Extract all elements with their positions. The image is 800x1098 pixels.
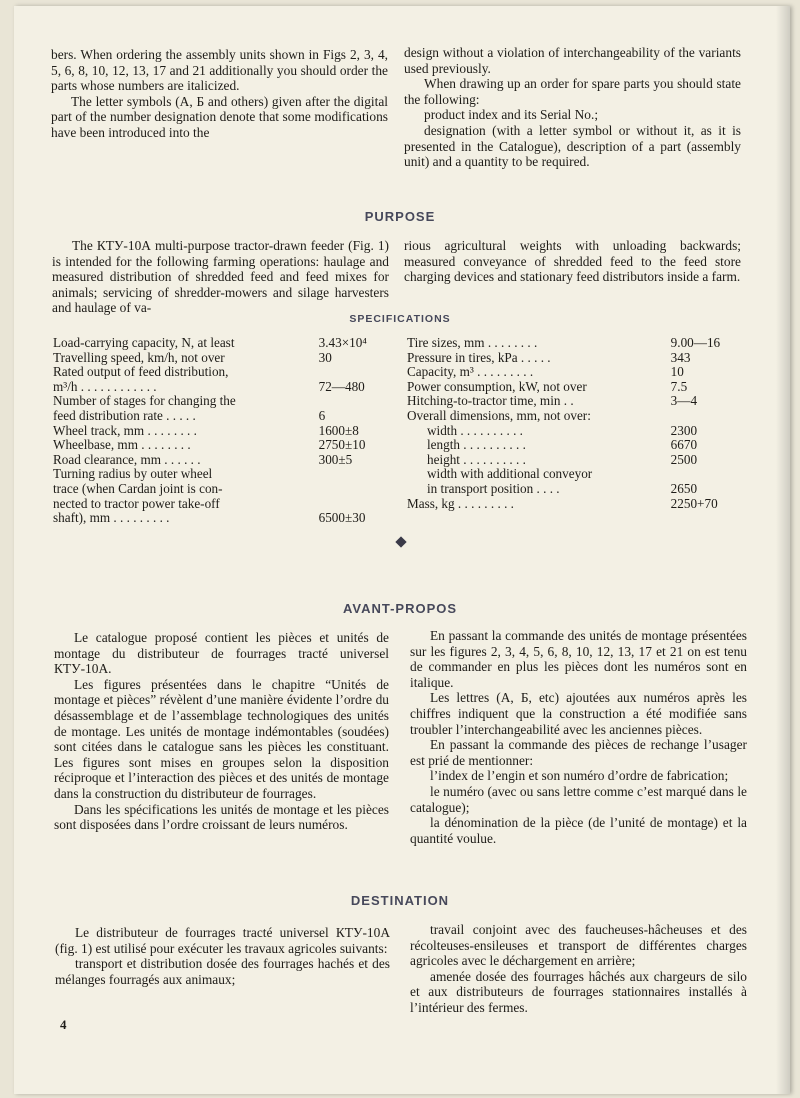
spec-label: Turning radius by outer wheel trace (when Cardan joint is con- nected to tractor power take-off shaft), mm . . . . . . . . .: [53, 466, 223, 526]
specifications-left-table: [53, 336, 390, 526]
spec-label: Travelling speed, km/h, not over: [53, 349, 225, 365]
avant-propos-left-p2: Les figures présentées dans le chapitre “Unités de montage et pièces” révèlent d’une manière évidente l’ordre du désassemblage et de l’assemblage technologiques des unités de montage. Les unités de montage indémontables (soudées) sont citées dans le catalogue sans les pièces les constituant. Les figures sont mises en groupes selon la disposition réciproque et l’interaction des pièces et des unités de montage dans la construction du distributeur de fourrages.: [54, 676, 389, 801]
spec-left-row: [53, 394, 390, 423]
spec-value: 2650: [670, 480, 698, 496]
spec-label: length . . . . . . . . . .: [427, 437, 526, 453]
spec-right-row: [407, 336, 742, 351]
spec-left-row: [53, 453, 390, 468]
spec-value: 2500: [670, 451, 698, 467]
destination-left-p1: Le distributeur de fourrages tracté universel КТУ-10А (fig. 1) est utilisé pour exécuter les travaux agricoles suivants:: [55, 925, 390, 956]
avant-propos-right-p6: la dénomination de la pièce (de l’unité de montage) et la quantité voulue.: [410, 815, 747, 846]
spec-right-row: [407, 394, 742, 409]
purpose-right-column: [404, 238, 741, 285]
spec-label: Overall dimensions, mm, not over:: [407, 407, 591, 423]
spec-label: Mass, kg . . . . . . . . .: [407, 495, 514, 511]
intro-left-column: [51, 47, 388, 141]
spec-label: width . . . . . . . . . .: [427, 422, 523, 438]
spec-label: Hitching-to-tractor time, min . .: [407, 393, 574, 409]
avant-propos-heading: AVANT-PROPOS: [342, 601, 458, 616]
purpose-heading: PURPOSE: [364, 209, 436, 224]
destination-heading: DESTINATION: [350, 893, 450, 908]
spec-label: Road clearance, mm . . . . . .: [53, 451, 201, 467]
spec-label: Tire sizes, mm . . . . . . . .: [407, 335, 538, 350]
avant-propos-right-p2: Les lettres (А, Б, etc) ajoutées aux numéros après les chiffres indiquent que la construction a été modifiée sans troubler l’interchangeabilité avec les anciennes pièces.: [410, 690, 747, 737]
intro-right-p3: product index and its Serial No.;: [424, 107, 599, 123]
intro-right-p4: designation (with a letter symbol or without it, as it is presented in the Catalogue), description of a part (assembly unit) and a quantity to be required.: [404, 122, 741, 170]
spec-value: 3—4: [670, 393, 698, 409]
spec-label: Power consumption, kW, not over: [407, 378, 587, 394]
intro-left-p2: The letter symbols (А, Б and others) given after the digital part of the number designation denote that some modifications have been introduced into the: [51, 93, 388, 140]
spec-right-row: [407, 365, 742, 380]
spec-value: 6: [318, 407, 326, 423]
specifications-right-table: [407, 336, 742, 511]
spec-left-row: [53, 438, 390, 453]
destination-right-p1: travail conjoint avec des faucheuses-hâcheuses et des récolteuses-ensileuses et transport de différentes charges agricoles avec le déchargement en arrière;: [410, 922, 747, 969]
spec-value: 6670: [670, 437, 698, 453]
spec-label: Rated output of feed distribution, m³/h . . . . . . . . . . . .: [53, 364, 229, 394]
spec-value: 10: [670, 364, 684, 380]
specifications-heading: SPECIFICATIONS: [349, 313, 451, 325]
spec-label: Wheel track, mm . . . . . . . .: [53, 422, 197, 438]
spec-left-row: [53, 467, 390, 525]
spec-value: 3.43×10⁴: [318, 335, 367, 350]
spec-value: 343: [670, 349, 691, 365]
spec-value: 9.00—16: [670, 335, 721, 350]
spec-value: 2250+70: [670, 495, 718, 511]
intro-right-p1: design without a violation of interchangeability of the variants used previously.: [404, 45, 741, 76]
purpose-left-column: [52, 238, 389, 316]
intro-left-p1: bers. When ordering the assembly units shown in Figs 2, 3, 4, 5, 6, 8, 10, 12, 13, 17 and 21 additionally you should order the parts whose numbers are italicized.: [51, 47, 388, 94]
spec-right-row: [407, 453, 742, 468]
intro-right-column: [404, 45, 741, 170]
spec-right-row: [407, 409, 742, 424]
avant-propos-right-p3: En passant la commande des pièces de rechange l’usager est prié de mentionner:: [410, 737, 747, 768]
avant-propos-left-column: [54, 630, 389, 833]
purpose-right-p1: rious agricultural weights with unloading backwards; measured conveyance of shredded feed to the feed store charging devices and stationary feed distributors inside a farm.: [404, 238, 741, 285]
spec-label: Pressure in tires, kPa . . . . .: [407, 349, 551, 365]
page-number: 4: [60, 1017, 67, 1032]
spec-value: 2300: [670, 422, 698, 438]
spec-value: 1600±8: [318, 422, 359, 438]
destination-left-p2: transport et distribution dosée des fourrages hachés et des mélanges fourragés aux animaux;: [55, 956, 390, 987]
avant-propos-right-p5: le numéro (avec ou sans lettre comme c’est marqué dans le catalogue);: [410, 783, 747, 815]
spec-right-row: [407, 380, 742, 395]
avant-propos-right-column: [410, 628, 747, 846]
spec-label: Wheelbase, mm . . . . . . . .: [53, 437, 191, 453]
spec-right-row: [407, 351, 742, 366]
spec-label: Load-carrying capacity, N, at least: [53, 335, 235, 350]
spec-value: 2750±10: [318, 437, 366, 453]
spec-right-row: [407, 438, 742, 453]
spec-value: 6500±30: [318, 510, 366, 526]
spec-value: [663, 409, 742, 424]
destination-right-column: [410, 922, 747, 1016]
spec-left-row: [53, 424, 390, 439]
spec-value: 300±5: [318, 451, 353, 467]
spec-right-row: [407, 467, 742, 496]
spec-value: 72—480: [318, 378, 365, 394]
destination-right-p2: amenée dosée des fourrages hâchés aux chargeurs de silo et aux distributeurs de fourrages stationnaires installés à l’intérieur des fermes.: [410, 968, 747, 1015]
avant-propos-right-p1: En passant la commande des unités de montage présentées sur les figures 2, 3, 4, 5, 6, 8, 10, 12, 13, 17 et 21 on est tenu de commander en plus les pièces dont les numéros sont en italique.: [410, 628, 747, 690]
spec-right-row: [407, 497, 742, 512]
spec-left-row: [53, 336, 390, 351]
destination-left-column: [55, 925, 390, 987]
spec-value: 7.5: [670, 378, 688, 394]
purpose-left-p1: The КТУ-10А multi-purpose tractor-drawn feeder (Fig. 1) is intended for the following farming operations: haulage and measured distribution of shredded feed and feed mixes for animals; servicing of shredder-mowers and silage harvesters and haulage of va-: [52, 238, 389, 316]
spec-left-row: [53, 351, 390, 366]
intro-right-p2: When drawing up an order for spare parts you should state the following:: [404, 76, 741, 107]
spec-left-row: [53, 365, 390, 394]
spec-label: Number of stages for changing the feed distribution rate . . . . .: [53, 393, 236, 423]
spec-label: height . . . . . . . . . .: [427, 451, 526, 467]
avant-propos-left-p1: Le catalogue proposé contient les pièces et unités de montage du distributeur de fourrages tracté universel КТУ-10А.: [54, 630, 389, 677]
avant-propos-right-p4: l’index de l’engin et son numéro d’ordre de fabrication;: [430, 768, 729, 784]
spec-label: width with additional conveyor in transport position . . . .: [427, 466, 593, 496]
avant-propos-left-p3: Dans les spécifications les unités de montage et les pièces sont disposées dans l’ordre croissant de leurs numéros.: [54, 801, 389, 833]
spec-right-row: [407, 424, 742, 439]
spec-value: 30: [318, 349, 332, 365]
spec-label: Capacity, m³ . . . . . . . . .: [407, 364, 534, 380]
